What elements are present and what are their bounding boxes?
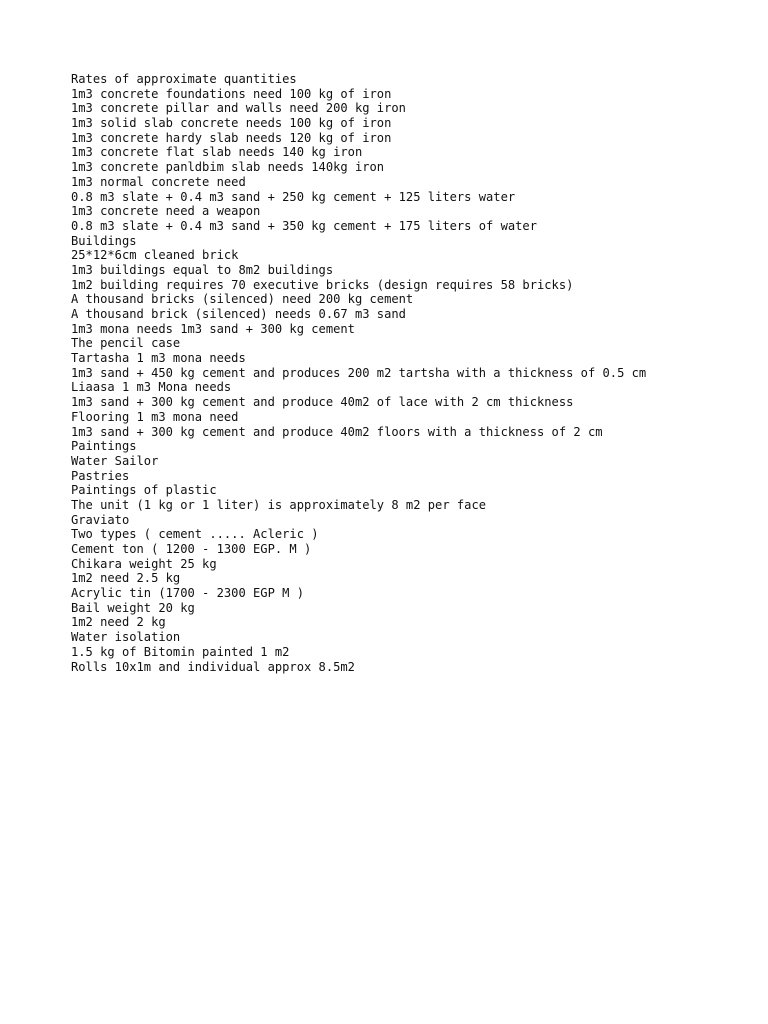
text-line: 1m2 need 2.5 kg [71, 571, 181, 586]
text-line: 1m3 concrete need a weapon [71, 204, 261, 219]
text-line: 1m3 concrete hardy slab needs 120 kg of iron [71, 130, 392, 145]
text-line: 1m3 mona needs 1m3 sand + 300 kg cement [71, 321, 355, 336]
text-line: 1m3 sand + 450 kg cement and produces 200 m2 tartsha with a thickness of 0.5 cm [71, 365, 647, 380]
text-line: Liaasa 1 m3 Mona needs [71, 380, 232, 395]
section-heading-buildings: Buildings [71, 233, 137, 248]
text-line: Bail weight 20 kg [71, 600, 195, 615]
text-line: 1m3 sand + 300 kg cement and produce 40m2 floors with a thickness of 2 cm [71, 424, 603, 439]
text-line: 1m3 solid slab concrete needs 100 kg of iron [71, 116, 392, 131]
text-line: Flooring 1 m3 mona need [71, 409, 239, 424]
text-line: The unit (1 kg or 1 liter) is approximately 8 m2 per face [71, 497, 487, 512]
text-line: A thousand brick (silenced) needs 0.67 m3 sand [71, 307, 406, 321]
text-line: 1m2 building requires 70 executive bricks (design requires 58 bricks) [71, 277, 574, 292]
text-line: Acrylic tin (1700 - 2300 EGP M ) [71, 586, 304, 601]
text-line: Paintings of plastic [71, 483, 217, 498]
text-line: 1.5 kg of Bitomin painted 1 m2 [71, 644, 290, 659]
section-heading-water-isolation: Water isolation [71, 630, 181, 645]
text-line: A thousand bricks (silenced) need 200 kg cement [71, 292, 414, 307]
document-text [71, 72, 751, 674]
text-line: 1m3 concrete flat slab needs 140 kg iron [71, 145, 363, 160]
text-line: 1m3 concrete foundations need 100 kg of iron [71, 86, 392, 101]
text-line: 1m3 sand + 300 kg cement and produce 40m2 of lace with 2 cm thickness [71, 395, 574, 410]
text-line: 1m2 need 2 kg [71, 615, 166, 630]
text-line: 1m3 buildings equal to 8m2 buildings [71, 262, 334, 277]
text-line: Cement ton ( 1200 - 1300 EGP. M ) [71, 542, 312, 556]
section-heading-graviato: Graviato [71, 512, 130, 527]
text-line: Two types ( cement ..... Acleric ) [71, 527, 319, 542]
document-title: Rates of approximate quantities [71, 72, 297, 86]
text-line: Pastries [71, 468, 130, 483]
text-line: Tartasha 1 m3 mona needs [71, 351, 246, 366]
text-line: 0.8 m3 slate + 0.4 m3 sand + 250 kg cement + 125 liters water [71, 189, 516, 204]
text-line: 1m3 concrete panldbim slab needs 140kg iron [71, 160, 385, 175]
text-line: 0.8 m3 slate + 0.4 m3 sand + 350 kg cement + 175 liters of water [71, 218, 537, 233]
section-heading-pencil-case: The pencil case [71, 336, 181, 351]
text-line: 25*12*6cm cleaned brick [71, 248, 239, 263]
section-heading-paintings: Paintings [71, 439, 137, 454]
text-line: Rolls 10x1m and individual approx 8.5m2 [71, 659, 355, 674]
text-line: Water Sailor [71, 453, 159, 468]
text-line: 1m3 concrete pillar and walls need 200 kg iron [71, 101, 406, 116]
text-line: 1m3 normal concrete need [71, 174, 246, 189]
text-line: Chikara weight 25 kg [71, 556, 217, 571]
